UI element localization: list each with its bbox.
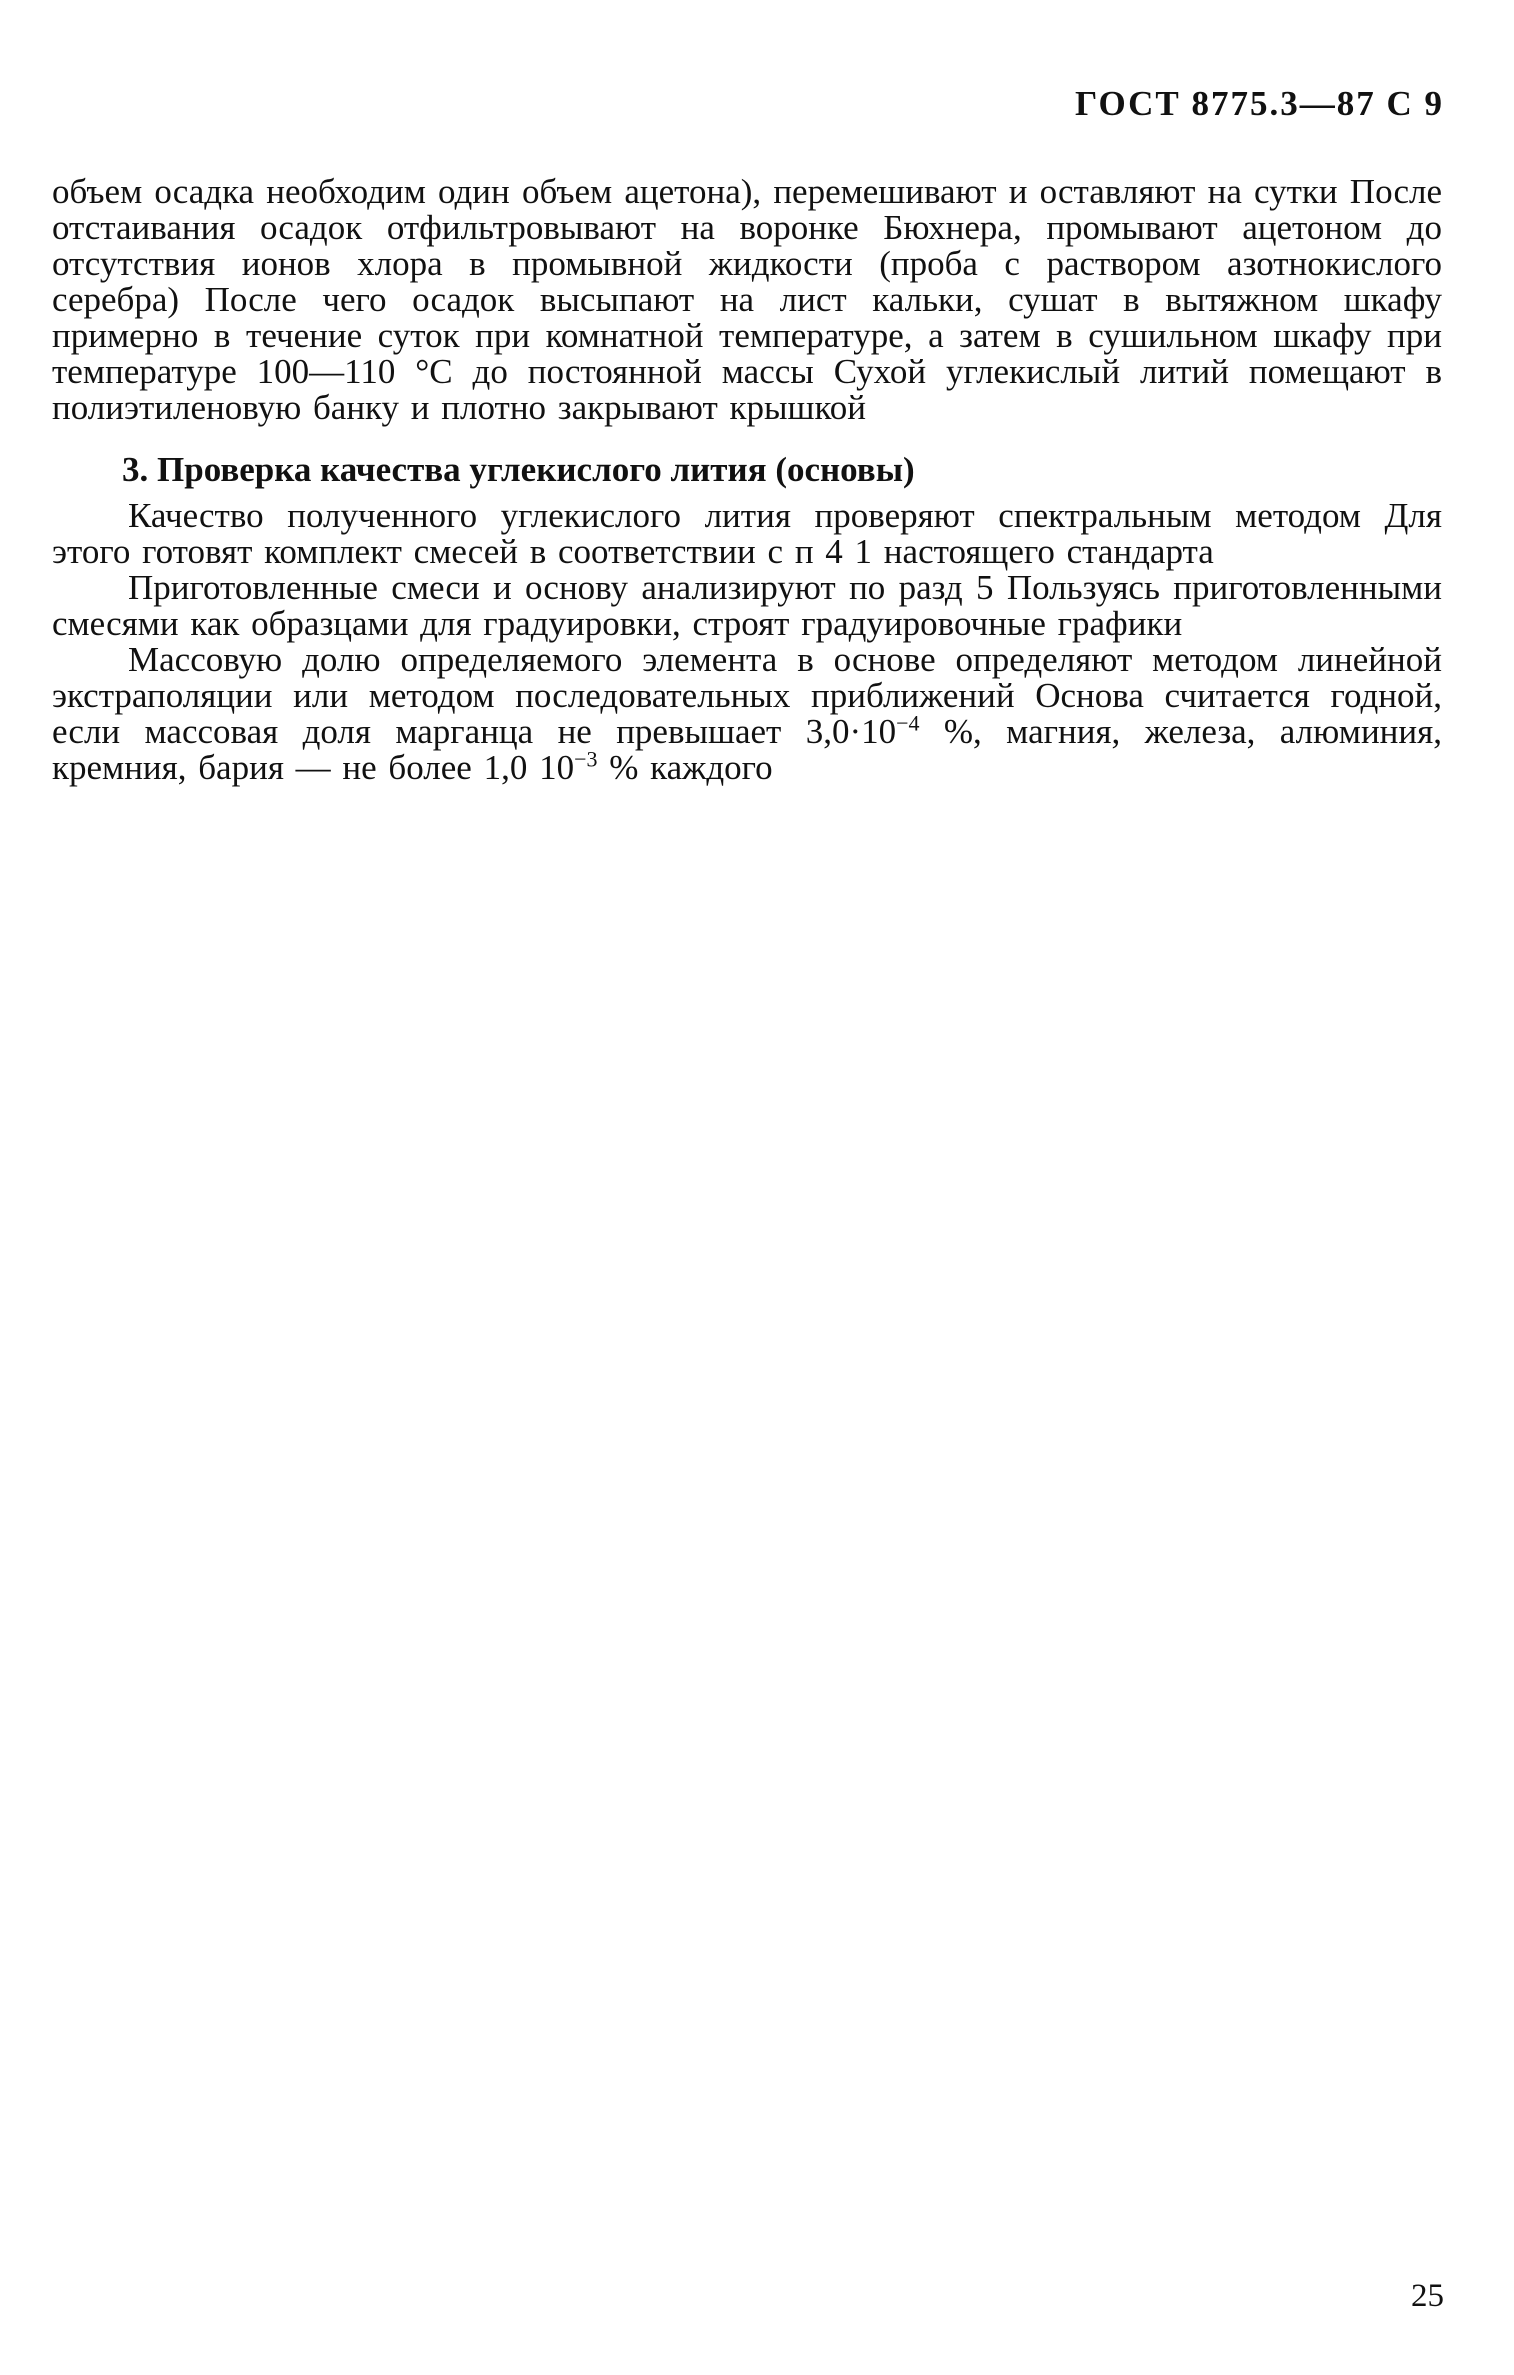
exponent-a: −4 [896, 710, 920, 736]
paragraph-quality-check: Качество полученного углекислого лития проверяют спектральным методом Для этого готовят комплект смесей в соответствии с п 4 1 настоящего стандарта [52, 496, 1442, 571]
section-heading: 3. Проверка качества углекислого лития (основы) [122, 450, 915, 489]
exponent-b: −3 [574, 746, 598, 772]
page-number: 25 [1411, 2278, 1444, 2314]
mass-fraction-text-c: % каждого [597, 748, 773, 787]
paragraph-mixtures-analysis: Приготовленные смеси и основу анализируют по разд 5 Пользуясь приготовленными смесями как образцами для градуировки, строят градуировочные графики [52, 568, 1442, 643]
document-header: ГОСТ 8775.3—87 С 9 [1075, 84, 1444, 123]
document-body [52, 174, 1442, 786]
mass-fraction-text-a: Массовую долю определяемого элемента в основе определяют методом линейной экстраполяции или методом последовательных приближений Основа считается годной, если массовая доля марганца не превышает 3,0·10 [52, 640, 1442, 751]
paragraph-mass-fraction [52, 642, 1442, 786]
mass-fraction-text-b: %, магния, железа, алюминия, кремния, бария — не более 1,0 10 [52, 712, 1442, 787]
paragraph-continuation: объем осадка необходим один объем ацетона), перемешивают и оставляют на сутки После отстаивания осадок отфильтровывают на воронке Бюхнера, промывают ацетоном до отсутствия ионов хлора в промывной жидкости (проба с раствором азотнокислого серебра) После чего осадок высыпают на лист кальки, сушат в вытяжном шкафу примерно в течение суток при комнатной температуре, а затем в сушильном шкафу при температуре 100—110 °С до постоянной массы Сухой углекислый литий помещают в полиэтиленовую банку и плотно закрывают крышкой [52, 172, 1442, 427]
